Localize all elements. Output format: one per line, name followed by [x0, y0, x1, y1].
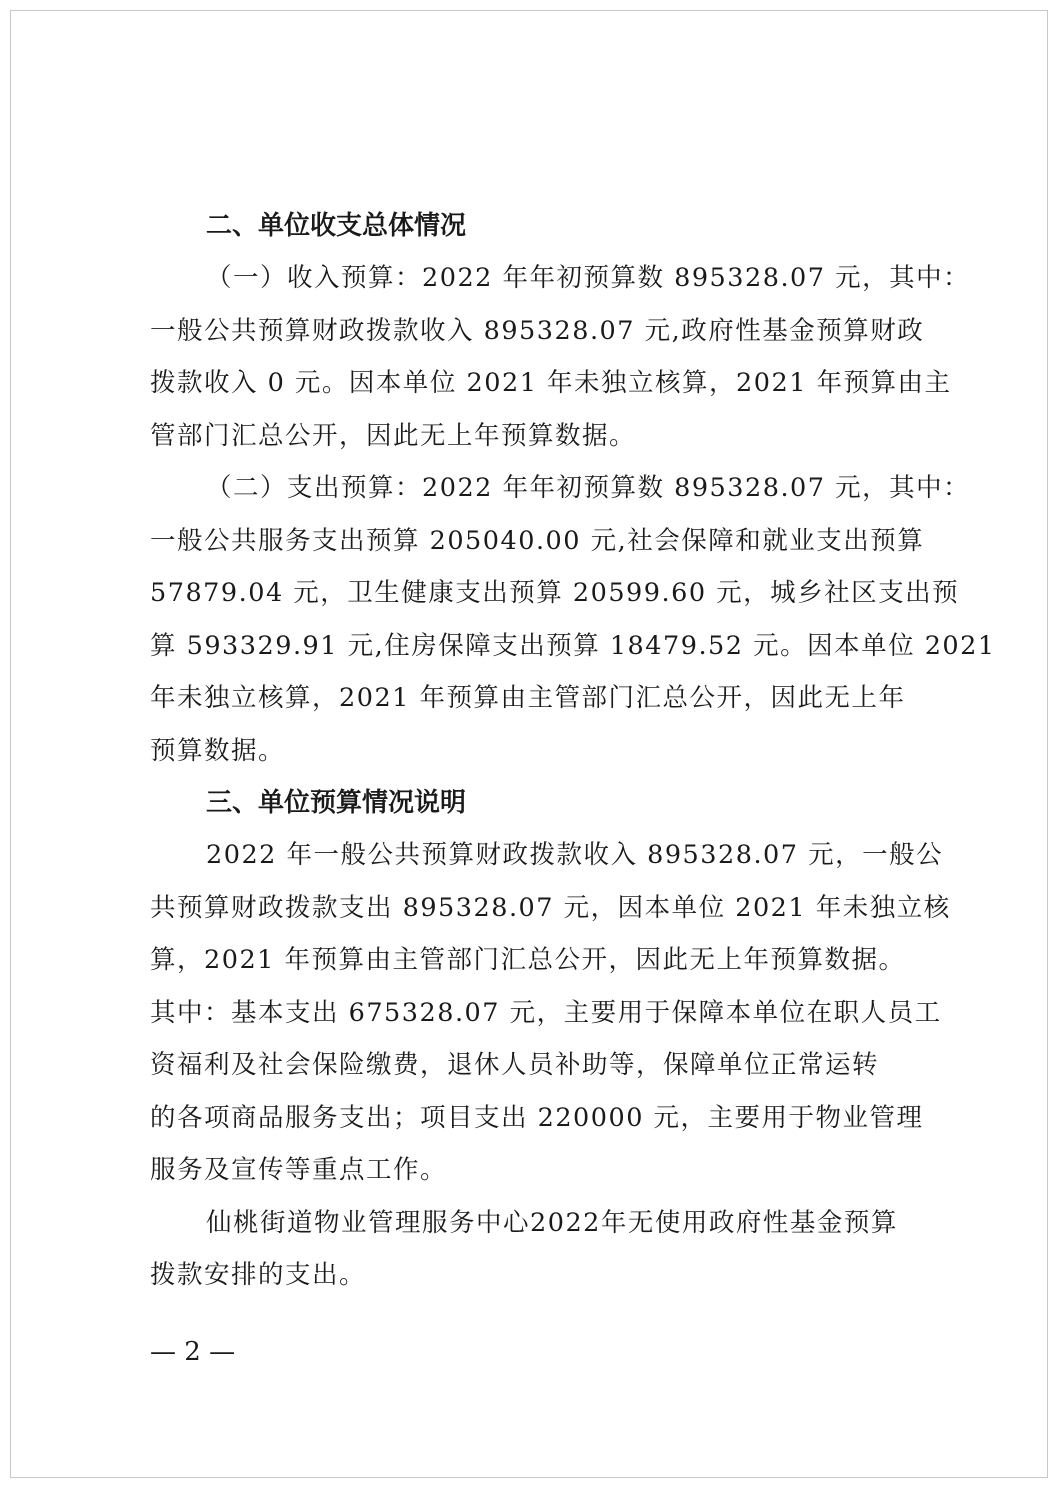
text-line: 仙桃街道物业管理服务中心2022年无使用政府性基金预算 [206, 1207, 898, 1238]
text-line: 的各项商品服务支出；项目支出 220000 元，主要用于物业管理 [150, 1102, 924, 1133]
text-line: 共预算财政拨款支出 895328.07 元，因本单位 2021 年未独立核 [150, 892, 951, 923]
text-line: 57879.04 元，卫生健康支出预算 20599.60 元，城乡社区支出预 [150, 578, 960, 608]
section-heading-2: 二、单位收支总体情况 [206, 211, 467, 241]
expense-budget-paragraph [150, 462, 996, 777]
text-line: 资福利及社会保险缴费，退休人员补助等，保障单位正常运转 [150, 1050, 880, 1080]
income-budget-paragraph [150, 252, 971, 462]
text-line: 拨款安排的支出。 [150, 1260, 367, 1290]
text-line: 算 593329.91 元,住房保障支出预算 18479.52 元。因本单位 2021 [150, 630, 996, 661]
text-line: 年未独立核算，2021 年预算由主管部门汇总公开，因此无上年 [150, 683, 906, 713]
text-line: 管部门汇总公开，因此无上年预算数据。 [150, 420, 637, 451]
text-line: 预算数据。 [150, 735, 286, 766]
text-line: 一般公共服务支出预算 205040.00 元,社会保障和就业支出预算 [150, 525, 925, 556]
text-line: 服务及宣传等重点工作。 [150, 1155, 448, 1185]
government-fund-paragraph [150, 1197, 912, 1302]
text-line: 拨款收入 0 元。因本单位 2021 年未独立核算，2021 年预算由主 [150, 368, 952, 398]
budget-explanation-paragraph [150, 829, 951, 1197]
text-line: 一般公共预算财政拨款收入 895328.07 元,政府性基金预算财政 [150, 315, 925, 346]
text-line: 其中：基本支出 675328.07 元，主要用于保障本单位在职人员工 [150, 997, 942, 1028]
text-line: （一）收入预算：2022 年年初预算数 895328.07 元，其中： [206, 263, 971, 293]
section-heading-3: 三、单位预算情况说明 [206, 788, 467, 818]
text-line: （二）支出预算：2022 年年初预算数 895328.07 元，其中： [206, 473, 971, 503]
text-line: 算，2021 年预算由主管部门汇总公开，因此无上年预算数据。 [150, 945, 906, 975]
page-number: — 2 — [150, 1337, 236, 1367]
document-body [150, 200, 996, 1302]
text-line: 2022 年一般公共预算财政拨款收入 895328.07 元，一般公 [206, 840, 944, 870]
